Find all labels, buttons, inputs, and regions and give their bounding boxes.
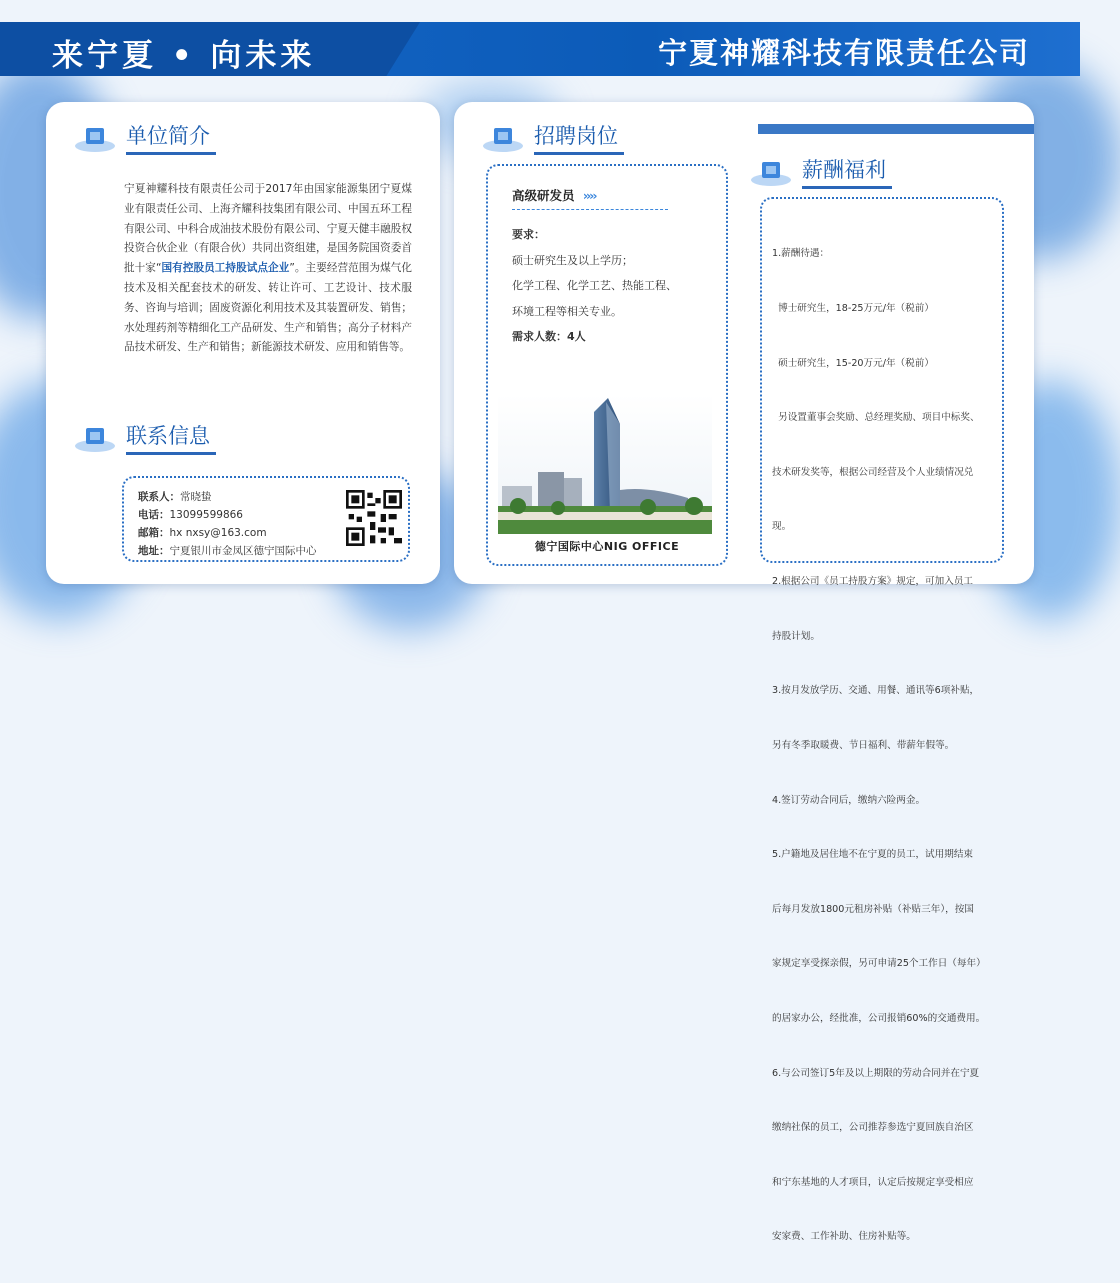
requirements-label: 要求： [512, 228, 545, 241]
benefit-line: 技术研发奖等，根据公司经营及个人业绩情况兑 [772, 466, 974, 478]
header-banner [0, 22, 1080, 76]
cube-icon [74, 422, 116, 452]
requirements-block [512, 222, 677, 350]
decorative-bar [758, 124, 1034, 134]
benefits-box [760, 197, 1004, 1243]
benefit-line: 3.按月发放学历、交通、用餐、通讯等6项补贴， [772, 685, 980, 697]
intro-highlight: 国有控股员工持股试点企业 [161, 262, 290, 275]
benefit-line: 6.与公司签订5年及以上期限的劳动合同并在宁夏 [772, 1067, 980, 1079]
recruitment-underline [534, 152, 624, 155]
benefit-line: 博士研究生，18-25万元/年（税前） [772, 303, 934, 315]
benefit-line: 5.户籍地及居住地不在宁夏的员工，试用期结束 [772, 849, 974, 861]
company-intro-heading [74, 120, 274, 160]
email-address[interactable]: hx nxsy@163.com [169, 527, 267, 539]
contact-title: 联系信息 [126, 424, 210, 448]
cube-icon [482, 122, 524, 152]
building-caption: 德宁国际中心NIG OFFICE [534, 540, 680, 553]
phone-number[interactable]: 13099599866 [169, 509, 243, 521]
benefit-line: 后每月发放1800元租房补贴（补贴三年），按国 [772, 903, 974, 915]
contact-heading [74, 420, 274, 460]
building-image [498, 394, 712, 534]
left-card [46, 102, 440, 584]
requirement-line: 化学工程、化学工艺、热能工程、 [512, 279, 677, 292]
company-intro-text: 宁夏神耀科技有限责任公司于2017年由国家能源集团宁夏煤业有限责任公司、上海齐耀科技集团有限公司、中国五环工程有限公司、中科合成油技术股份有限公司、宁夏天健丰融股权投资合伙企业（有限合伙）共同出资组建，是国务院国资委首批十家“国有控股员工持股试点企业”。主要经营范围为煤气化技术及相关配套技术的研发、转让许可、工艺设计、技术服务、咨询与培训；固废资源化利用技术及其装置研发、销售；水处理药剂等精细化工产品研发、生产和销售；高分子材料产品技术研发、生产和销售；新能源技术研发、应用和销售等。 [124, 183, 412, 354]
contact-underline [126, 452, 216, 455]
position-divider [512, 209, 668, 210]
arrows-icon: ›››› [582, 188, 596, 203]
recruitment-heading [482, 120, 682, 160]
benefits-heading [750, 154, 950, 194]
recruitment-title: 招聘岗位 [534, 124, 618, 148]
recruitment-box [486, 164, 728, 566]
contact-phone-row: 电话：13099599866 [138, 509, 243, 521]
contact-person-row: 联系人：常晓蛰 [138, 491, 212, 503]
company-name-title: 宁夏神耀科技有限责任公司 [657, 36, 1030, 70]
company-intro-underline [126, 152, 216, 155]
contact-email-row: 邮箱：hx nxsy@163.com [138, 527, 267, 539]
headcount-row: 需求人数：4人 [512, 330, 586, 343]
cube-icon [74, 122, 116, 152]
benefits-underline [802, 186, 892, 189]
benefit-line: 现。 [772, 521, 792, 533]
benefit-line: 安家费、工作补助、住房补贴等。 [772, 1231, 916, 1243]
benefit-line: 的居家办公，经批准，公司报销60%的交通费用。 [772, 1012, 986, 1024]
benefit-line: 另有冬季取暖费、节日福利、带薪年假等。 [772, 739, 955, 751]
requirement-line: 环境工程等相关专业。 [512, 304, 622, 318]
benefit-line: 1.薪酬待遇： [772, 248, 830, 260]
cube-icon [750, 156, 792, 186]
position-title: 高级研发员 [512, 188, 575, 203]
benefit-line: 缴纳社保的员工，公司推荐参选宁夏回族自治区 [772, 1122, 974, 1134]
benefit-line: 2.根据公司《员工持股方案》规定，可加入员工 [772, 576, 974, 588]
benefit-line: 持股计划。 [772, 630, 820, 642]
benefit-line: 4.签订劳动合同后，缴纳六险两金。 [772, 794, 926, 806]
slogan-title: 来宁夏 • 向未来 [52, 38, 316, 74]
benefits-title: 薪酬福利 [802, 158, 886, 182]
headcount-value: 4人 [567, 330, 586, 343]
benefit-line: 和宁东基地的人才项目，认定后按规定享受相应 [772, 1176, 974, 1188]
qr-code-icon[interactable] [346, 490, 402, 546]
company-intro-title: 单位简介 [126, 124, 210, 148]
contact-address-row: 地址：宁夏银川市金凤区德宁国际中心 [138, 545, 317, 557]
requirement-line: 硕士研究生及以上学历； [512, 253, 633, 267]
benefits-list [772, 209, 1000, 1283]
right-card [454, 102, 1034, 1243]
benefit-line: 另设置董事会奖励、总经理奖励、项目中标奖、 [772, 412, 980, 424]
position-title-row [512, 186, 595, 204]
benefit-line: 硕士研究生，15-20万元/年（税前） [772, 357, 934, 369]
benefit-line: 家规定享受探亲假，另可申请25个工作日（每年） [772, 958, 986, 970]
contact-box [122, 476, 410, 562]
